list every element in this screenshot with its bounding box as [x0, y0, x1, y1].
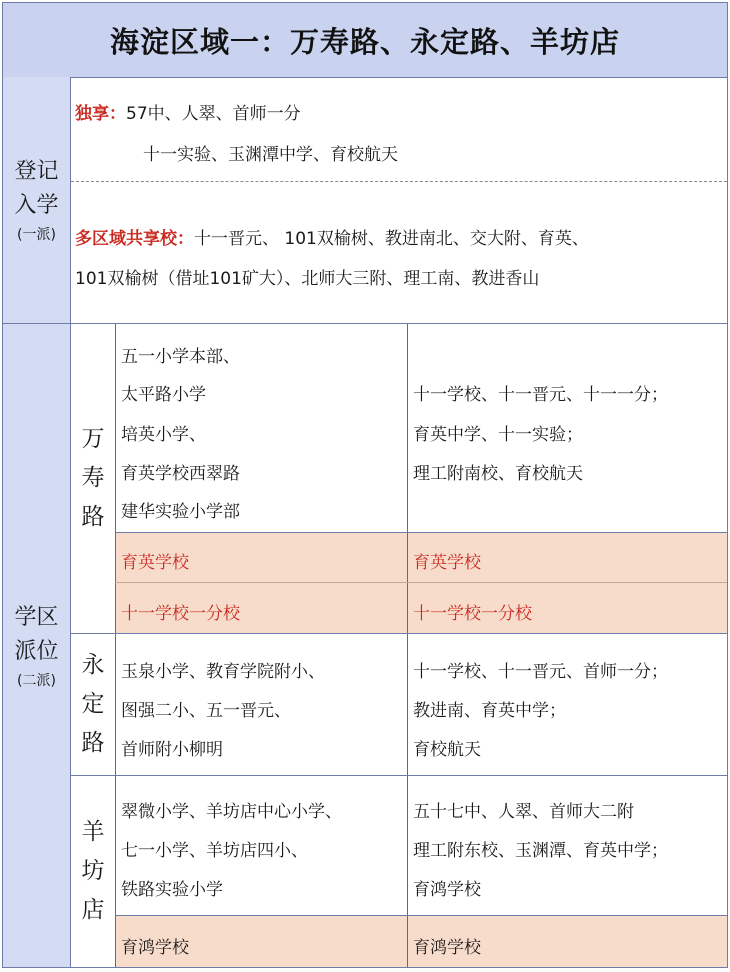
middle-school: 十一学校、十一晋元、十一一分；: [413, 385, 668, 405]
special-primary: 育鸿学校: [121, 938, 189, 958]
district-char: 店: [81, 897, 105, 923]
allocation-label-cell: [3, 324, 71, 967]
column-divider: [115, 324, 116, 967]
exclusive-schools-2: 十一实验、玉渊潭中学、育校航天: [143, 145, 398, 165]
column-divider: [407, 324, 408, 967]
middle-school: 十一学校、十一晋元、首师一分；: [413, 662, 668, 682]
district-yangfangdian: [71, 776, 115, 967]
primary-school: 太平路小学: [121, 385, 206, 405]
district-char: 万: [81, 426, 105, 452]
district-wanshoulu: [71, 324, 115, 633]
district-char: 路: [81, 504, 105, 530]
middle-school: 育鸿学校: [413, 880, 481, 900]
shared-schools-2: 101双榆树（借址101矿大）、北师大三附、理工南、教进香山: [75, 269, 540, 289]
middle-school: 理工附南校、育校航天: [413, 464, 583, 484]
primary-school: 七一小学、羊坊店四小、: [121, 841, 308, 861]
primary-school: 培英小学、: [121, 425, 206, 445]
middle-school: 理工附东校、玉渊潭、育英中学；: [413, 841, 668, 861]
primary-school: 育英学校西翠路: [121, 464, 240, 484]
shared-label: 多区域共享校：: [75, 229, 194, 249]
registration-label-line1: 登记: [14, 159, 59, 184]
special-primary: 育英学校: [121, 553, 189, 573]
school-allocation-table: [2, 2, 728, 968]
primary-school: 玉泉小学、教育学院附小、: [121, 662, 325, 682]
row-divider: [71, 775, 727, 776]
shared-line-1: [75, 224, 589, 249]
primary-school: 翠微小学、羊坊店中心小学、: [121, 802, 342, 822]
district-char: 路: [81, 730, 105, 756]
primary-school: 五一小学本部、: [121, 347, 240, 367]
exclusive-line-1: [75, 99, 301, 124]
row-divider: [115, 582, 727, 583]
row-divider: [71, 633, 727, 634]
shared-schools-1: 十一晋元、 101双榆树、教进南北、交大附、育英、: [194, 229, 589, 249]
district-char: 定: [81, 691, 105, 717]
page-title: 海淀区域一：万寿路、永定路、羊坊店: [3, 3, 727, 78]
middle-school: 育校航天: [413, 740, 481, 760]
district-char: 羊: [81, 819, 105, 845]
special-middle: 十一学校一分校: [413, 604, 532, 624]
special-primary: 十一学校一分校: [121, 604, 240, 624]
row-divider: [115, 532, 727, 533]
middle-school: 五十七中、人翠、首师大二附: [413, 802, 634, 822]
registration-label-cell: [3, 77, 71, 323]
allocation-label-sub: (二派): [17, 672, 56, 689]
registration-label-sub: (一派): [17, 227, 56, 243]
registration-label-line2: 入学: [14, 193, 59, 218]
exclusive-label: 独享：: [75, 104, 126, 124]
district-char: 永: [81, 652, 105, 678]
middle-school: 教进南、育英中学；: [413, 701, 566, 721]
exclusive-schools-1: 57中、人翠、首师一分: [126, 104, 301, 124]
special-middle: 育英学校: [413, 553, 481, 573]
primary-school: 铁路实验小学: [121, 880, 223, 900]
primary-school: 首师附小柳明: [121, 740, 223, 760]
district-char: 坊: [81, 858, 105, 884]
primary-school: 图强二小、五一晋元、: [121, 701, 291, 721]
allocation-label-line1: 学区: [14, 604, 59, 630]
registration-divider: [71, 181, 727, 182]
primary-school: 建华实验小学部: [121, 502, 240, 522]
row-divider: [115, 915, 727, 916]
allocation-label-line2: 派位: [14, 638, 59, 664]
district-yongdinglu: [71, 634, 115, 775]
special-middle: 育鸿学校: [413, 938, 481, 958]
district-char: 寿: [81, 465, 105, 491]
middle-school: 育英中学、十一实验；: [413, 425, 583, 445]
